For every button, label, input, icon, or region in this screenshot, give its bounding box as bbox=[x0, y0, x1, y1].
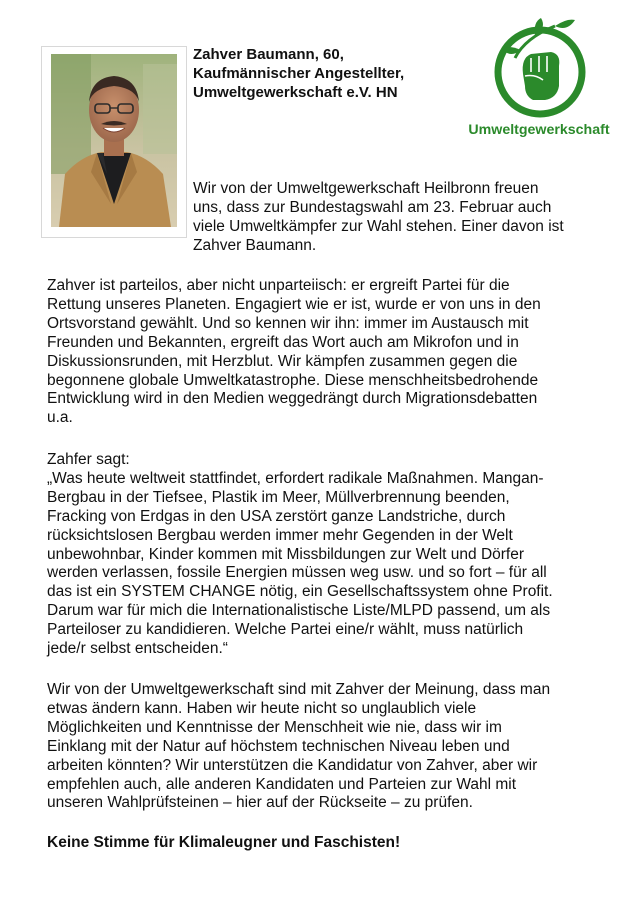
text-line: u.a. bbox=[47, 409, 73, 427]
paragraph-quote bbox=[47, 451, 553, 659]
closing-slogan: Keine Stimme für Klimaleugner und Faschisten! bbox=[47, 834, 401, 851]
text-line: Bergbau in der Tiefsee, Plastik im Meer, Müllverbrennung beenden, bbox=[47, 488, 510, 506]
text-line: Ortsvorstand gewählt. Und so kennen wir ihn: immer im Austausch mit bbox=[47, 314, 529, 332]
text-line: etwas ändern kann. Haben wir heute nicht so unglaublich viele bbox=[47, 699, 477, 717]
candidate-organization: Umweltgewerkschaft e.V. HN bbox=[193, 84, 398, 101]
text-line: Zahver Baumann. bbox=[193, 236, 317, 254]
candidate-heading bbox=[193, 45, 453, 102]
text-line: Zahfer sagt: bbox=[47, 451, 130, 468]
text-line: werden verlassen, fossile Energien müssen weg usw. und so fort – für all bbox=[47, 564, 547, 582]
text-line: empfehlen auch, alle anderen Kandidaten und Parteien zur Wahl mit bbox=[47, 775, 517, 793]
paragraph-support bbox=[47, 681, 550, 813]
text-line: Wir von der Umweltgewerkschaft sind mit Zahver der Meinung, dass man bbox=[47, 681, 551, 698]
text-line: das ist ein SYSTEM CHANGE nötig, ein Gesellschaftssystem ohne Profit. bbox=[47, 583, 553, 601]
text-line: Darum war für mich die Internationalistische Liste/MLPD passend, um als bbox=[47, 602, 551, 620]
portrait-photo bbox=[51, 54, 177, 227]
text-line: jede/r selbst entscheiden.“ bbox=[47, 640, 228, 658]
text-line: Möglichkeiten und Kenntnisse der Menschheit wie nie, dass wir im bbox=[47, 718, 502, 736]
text-line: rücksichtslosen Bergbau werden immer mehr Gegenden in der Welt bbox=[47, 526, 513, 544]
logo-text: Umweltgewerkschaft bbox=[468, 122, 610, 138]
umweltgewerkschaft-logo bbox=[455, 14, 623, 154]
fist-leaf-icon bbox=[455, 14, 623, 124]
text-line: Freunden und Bekannten, ergreift das Wort auch am Mikrofon und in bbox=[47, 333, 519, 351]
text-line: Wir von der Umweltgewerkschaft Heilbronn freuen bbox=[193, 180, 539, 197]
intro-paragraph bbox=[193, 180, 564, 256]
text-line: Entwicklung wird in den Medien weggedrängt durch Migrationsdebatten bbox=[47, 390, 538, 408]
text-line: begonnene globale Umweltkatastrophe. Diese menschheitsbedrohende bbox=[47, 371, 539, 389]
text-line: Einklang mit der Natur auf höchstem technischen Niveau leben und bbox=[47, 737, 510, 755]
text-line: Fracking von Erdgas in den USA zerstört ganze Landstriche, durch bbox=[47, 507, 506, 525]
text-line: unbewohnbar, Kinder kommen mit Missbildungen zur Welt und Dörfer bbox=[47, 545, 525, 563]
portrait-image bbox=[51, 54, 177, 227]
candidate-occupation: Kaufmännischer Angestellter, bbox=[193, 65, 405, 82]
text-line: Diskussionsrunden, mit Herzblut. Wir kämpfen zusammen gegen die bbox=[47, 352, 518, 370]
paragraph-about-zahver bbox=[47, 277, 541, 428]
text-line: viele Umweltkämpfer zur Wahl stehen. Einer davon ist bbox=[193, 217, 564, 235]
text-line: „Was heute weltweit stattfindet, erfordert radikale Maßnahmen. Mangan- bbox=[47, 469, 544, 487]
text-line: unseren Wahlprüfsteinen – hier auf der Rückseite – zu prüfen. bbox=[47, 794, 473, 812]
text-line: uns, dass zur Bundestagswahl am 23. Februar auch bbox=[193, 198, 552, 216]
text-line: Parteiloser zu kandidieren. Welche Partei eine/r wählt, muss natürlich bbox=[47, 621, 524, 639]
text-line: Zahver ist parteilos, aber nicht unparteiisch: er ergreift Partei für die bbox=[47, 277, 510, 294]
text-line: arbeiten könnten? Wir unterstützen die Kandidatur von Zahver, aber wir bbox=[47, 756, 538, 774]
candidate-name: Zahver Baumann, 60, bbox=[193, 46, 344, 63]
text-line: Rettung unseres Planeten. Engagiert wie er ist, wurde er von uns in den bbox=[47, 295, 541, 313]
portrait-frame bbox=[41, 46, 187, 238]
